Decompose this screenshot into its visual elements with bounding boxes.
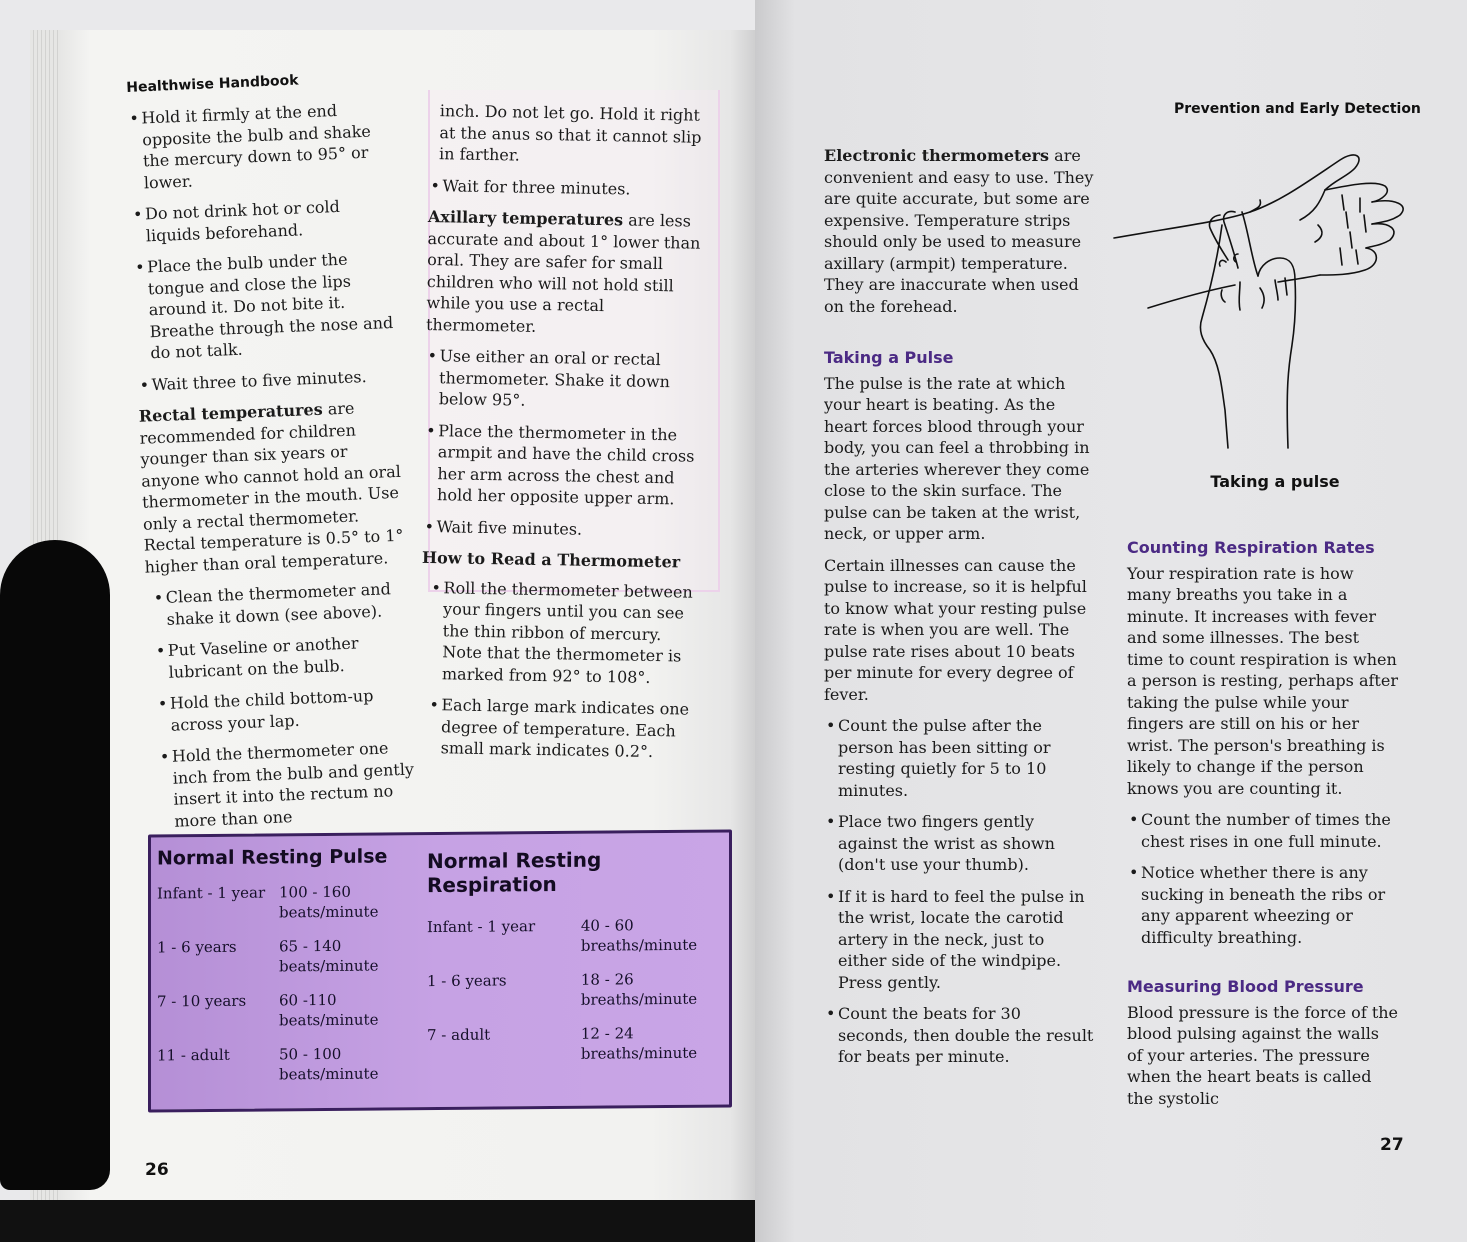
bullet-axillary-3: • Wait five minutes. <box>422 515 707 541</box>
respiration-paragraph: Your respiration rate is how many breaths you take in a minute. It increases with fever and some illnesses. The best time to count respiration is when a person is resting, perhaps after taking the pulse while your fingers are still on his or her wrist. The person's breathing is likely to change if the person knows you are counting it. <box>1127 563 1398 798</box>
pulse-table-title: Normal Resting Pulse <box>157 845 388 870</box>
bullet-rectal-3: • Hold the child bottom-up across your lap. <box>155 683 415 736</box>
axillary-lead: Axillary temperatures <box>427 206 624 230</box>
resting-rates-table <box>148 829 732 1112</box>
respiration-row <box>427 968 727 1011</box>
pulse-row <box>157 1043 422 1085</box>
figure-caption: Taking a pulse <box>1210 472 1340 491</box>
electronic-lead: Electronic thermometers <box>824 146 1050 165</box>
pulse-bullet-3: • If it is hard to feel the pulse in the wrist, locate the carotid artery in the neck, just to either side of the windpipe. Press gently. <box>824 886 1096 994</box>
pulse-paragraph-1: The pulse is the rate at which your heart is beating. As the heart forces blood through your body, you can feel a throbbing in the arteries wherever they come close to the skin surface. The pulse can be taken at the wrist, neck, or upper arm. <box>824 373 1090 543</box>
bullet-read-2: • Each large mark indicates one degree of temperature. Each small mark indicates 0.2°. <box>427 694 705 763</box>
pulse-unit: beats/minute <box>279 956 379 976</box>
blood-pressure-paragraph: Blood pressure is the force of the blood pulsing against the walls of your arteries. The pressure when the heart beats is called the systolic <box>1127 1002 1399 1108</box>
pulse-bullet-1: • Count the pulse after the person has been sitting or resting quietly for 5 to 10 minutes. <box>824 715 1096 801</box>
bullet-oral-3: • Place the bulb under the tongue and close the lips around it. Do not bite it. Breathe through the nose and do not talk. <box>133 247 402 365</box>
pulse-range: 60 -110 <box>279 990 337 1010</box>
pulse-age: 7 - 10 years <box>157 991 247 1011</box>
respiration-row <box>427 914 727 957</box>
respiration-unit: breaths/minute <box>580 935 698 955</box>
respiration-age: Infant - 1 year <box>427 917 536 937</box>
respiration-heading: Counting Respiration Rates <box>1127 538 1375 557</box>
bullet-rectal-1: • Clean the thermometer and shake it down (see above). <box>151 577 411 630</box>
pulse-unit: beats/minute <box>279 1010 379 1030</box>
pulse-unit: beats/minute <box>279 1064 379 1084</box>
pulse-bullet-4: • Count the beats for 30 seconds, then double the result for beats per minute. <box>824 1003 1096 1068</box>
blood-pressure-heading: Measuring Blood Pressure <box>1127 977 1364 996</box>
electronic-paragraph <box>824 145 1096 317</box>
pulse-age: 1 - 6 years <box>157 937 237 957</box>
page-number-right: 27 <box>1380 1135 1404 1155</box>
respiration-range: 18 - 26 <box>580 970 634 989</box>
rectal-text: are recommended for children younger than six years or anyone who cannot hold an oral thermometer in the mouth. Use only a rectal thermometer. Rectal temperature is 0.5° to 1° higher than oral temperature. <box>139 398 404 577</box>
respiration-value <box>581 1022 727 1063</box>
running-head-right: Prevention and Early Detection <box>1174 101 1421 117</box>
pulse-row <box>157 881 422 923</box>
continued-text: inch. Do not let go. Hold it right at the anus so that it cannot slip in farther. <box>438 101 702 165</box>
hand-taking-pulse-illustration-icon <box>1110 150 1410 450</box>
respiration-table <box>427 846 727 1065</box>
bullet-axillary-2: • Place the thermometer in the armpit and have the child cross her arm across the chest and hold her opposite upper arm. <box>423 419 709 510</box>
dark-background-strip <box>0 1200 760 1242</box>
left-column-1 <box>127 98 420 843</box>
pulse-range: 65 - 140 <box>279 936 342 956</box>
left-column-2 <box>418 100 715 773</box>
running-head-left: Healthwise Handbook <box>126 72 299 96</box>
pulse-range: 50 - 100 <box>279 1044 342 1064</box>
right-column-2 <box>1127 537 1399 1119</box>
respiration-unit: breaths/minute <box>580 1043 698 1063</box>
thumb-holding-book <box>0 540 110 1190</box>
respiration-table-title: Normal Resting Respiration <box>427 847 602 898</box>
respiration-range: 40 - 60 <box>580 916 634 935</box>
pulse-row <box>157 989 422 1031</box>
pulse-age: 11 - adult <box>157 1045 230 1065</box>
respiration-row <box>427 1022 727 1065</box>
page-number-left: 26 <box>145 1160 169 1180</box>
pulse-bullet-2: • Place two fingers gently against the wrist as shown (don't use your thumb). <box>824 811 1096 876</box>
respiration-age: 1 - 6 years <box>427 971 507 991</box>
axillary-paragraph <box>426 206 713 340</box>
pulse-table <box>157 845 422 1085</box>
pulse-paragraph-2: Certain illnesses can cause the pulse to increase, so it is helpful to know what your resting pulse rate is when you are well. The pulse rate rises about 10 beats per minute for every degree of fever. <box>824 555 1087 704</box>
bullet-oral-4: • Wait three to five minutes. <box>137 364 403 396</box>
bullet-oral-1: • Hold it firmly at the end opposite the bulb and shake the mercury down to 95° or lower. <box>127 98 395 194</box>
bullet-oral-2: • Do not drink hot or cold liquids beforehand. <box>131 194 397 247</box>
right-column-1 <box>824 145 1096 1078</box>
respiration-value <box>581 914 727 955</box>
bullet-read-1: • Roll the thermometer between your fingers until you can see the thin ribbon of mercury. Note that the thermometer is marked from 92° to 108°. <box>428 577 707 689</box>
pulse-row <box>157 935 422 977</box>
pulse-value <box>279 989 422 1030</box>
respiration-value <box>581 968 727 1009</box>
pulse-range: 100 - 160 <box>279 882 351 902</box>
bullet-wait-three: • Wait for three minutes. <box>428 174 713 200</box>
bullet-rectal-2: • Put Vaseline or another lubricant on the bulb. <box>153 630 413 683</box>
bullet-rectal-4: • Hold the thermometer one inch from the bulb and gently insert it into the rectum no more than one <box>158 736 420 832</box>
rectal-paragraph <box>138 396 409 578</box>
read-thermometer-heading: How to Read a Thermometer <box>421 547 681 572</box>
pulse-value <box>279 935 422 976</box>
electronic-text: are convenient and easy to use. They are quite accurate, but some are expensive. Temperature strips should only be used to measure axillary (armpit) temperature. They are inaccurate when used on the forehead. <box>824 146 1094 316</box>
pulse-value <box>279 1043 422 1084</box>
axillary-text: are less accurate and about 1° lower than oral. They are safer for small children who will not hold still while you use a rectal thermometer. <box>425 210 701 336</box>
respiration-age: 7 - adult <box>427 1025 491 1045</box>
rectal-lead: Rectal temperatures <box>138 399 324 426</box>
respiration-bullet-1: • Count the number of times the chest rises in one full minute. <box>1127 809 1399 852</box>
pulse-age: Infant - 1 year <box>157 883 266 903</box>
respiration-unit: breaths/minute <box>580 989 698 1009</box>
pulse-value <box>279 881 422 922</box>
respiration-bullet-2: • Notice whether there is any sucking in beneath the ribs or any apparent wheezing or difficulty breathing. <box>1127 862 1399 948</box>
pulse-unit: beats/minute <box>279 902 379 922</box>
taking-pulse-heading: Taking a Pulse <box>824 348 954 367</box>
respiration-range: 12 - 24 <box>580 1024 634 1043</box>
bullet-axillary-1: • Use either an oral or rectal thermometer. Shake it down below 95°. <box>425 345 711 414</box>
